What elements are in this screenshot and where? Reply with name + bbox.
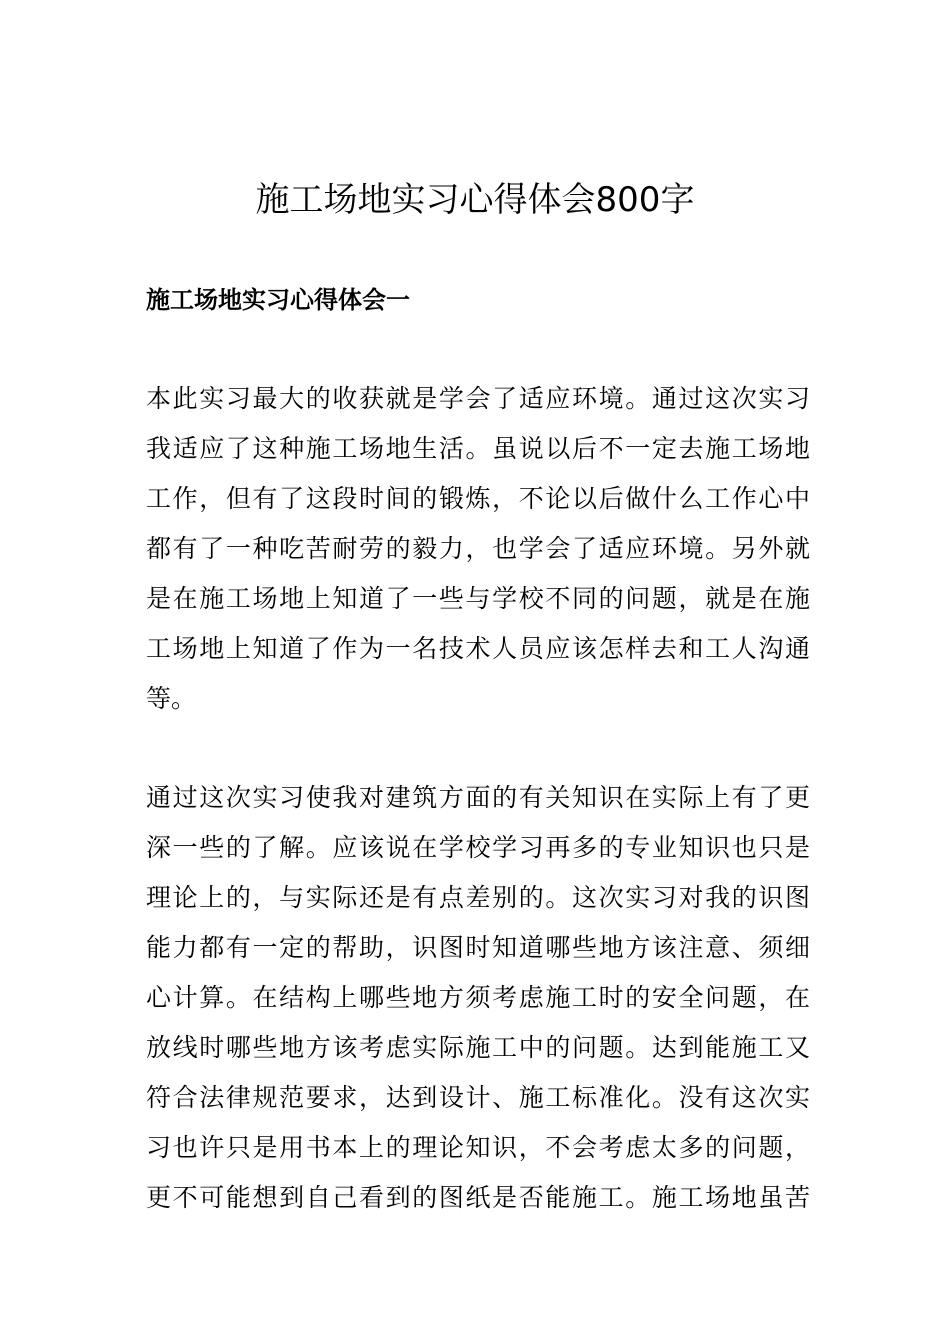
- paragraph-line: 等。: [146, 684, 197, 713]
- paragraph-line: 能力都有一定的帮助，识图时知道哪些地方该注意、须细: [146, 933, 810, 962]
- paragraph-line: 习也许只是用书本上的理论知识，不会考虑太多的问题，: [146, 1133, 810, 1162]
- paragraph-line: 符合法律规范要求，达到设计、施工标准化。没有这次实: [146, 1083, 810, 1112]
- paragraph-line: 深一些的了解。应该说在学校学习再多的专业知识也只是: [146, 833, 810, 862]
- paragraph-1: [146, 374, 810, 724]
- paragraph-line: 是在施工场地上知道了一些与学校不同的问题，就是在施: [146, 584, 810, 613]
- paragraph-line: 本此实习最大的收获就是学会了适应环境。通过这次实习: [146, 384, 810, 413]
- paragraph-line: 我适应了这种施工场地生活。虽说以后不一定去施工场地: [146, 434, 810, 463]
- paragraph-2: [146, 773, 810, 1223]
- paragraph-line: 理论上的，与实际还是有点差别的。这次实习对我的识图: [146, 883, 810, 912]
- paragraph-line: 工作，但有了这段时间的锻炼，不论以后做什么工作心中: [146, 484, 810, 513]
- paragraph-line: 工场地上知道了作为一名技术人员应该怎样去和工人沟通: [146, 634, 810, 663]
- paragraph-line: 通过这次实习使我对建筑方面的有关知识在实际上有了更: [146, 783, 810, 812]
- section-heading: 施工场地实习心得体会一: [146, 285, 410, 314]
- paragraph-line: 心计算。在结构上哪些地方须考虑施工时的安全问题，在: [146, 983, 810, 1012]
- paragraph-line: 都有了一种吃苦耐劳的毅力，也学会了适应环境。另外就: [146, 534, 810, 563]
- paragraph-line: 放线时哪些地方该考虑实际施工中的问题。达到能施工又: [146, 1033, 810, 1062]
- document-title: 施工场地实习心得体会800字: [255, 180, 695, 220]
- paragraph-line: 更不可能想到自己看到的图纸是否能施工。施工场地虽苦: [146, 1183, 810, 1212]
